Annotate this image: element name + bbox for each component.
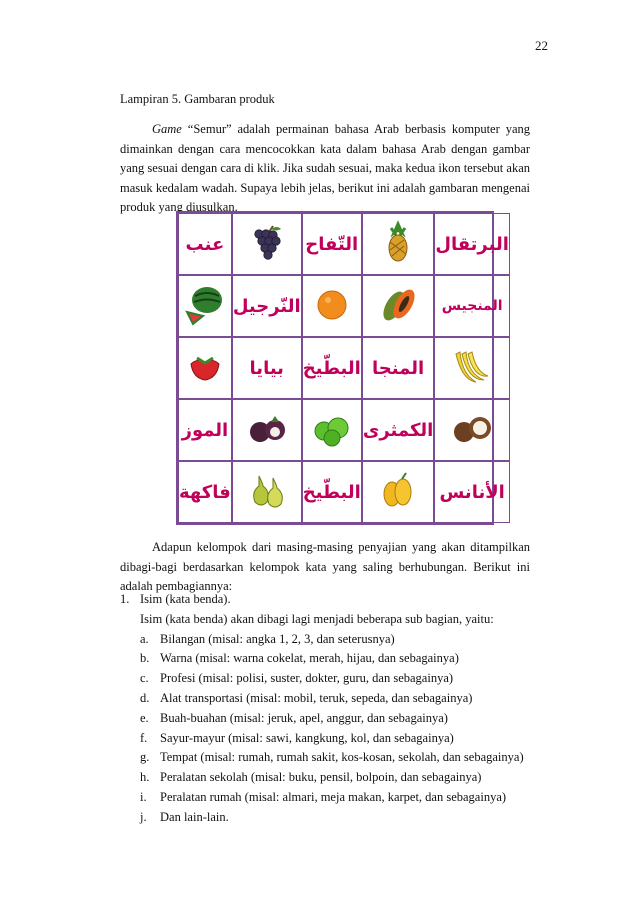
arabic-word: التّفاح — [305, 233, 359, 255]
banana-icon — [450, 344, 494, 393]
subitem-letter: c. — [140, 671, 149, 686]
list-subitem — [120, 788, 550, 808]
grid-cell-word[interactable] — [302, 213, 362, 275]
grid-cell-fruit[interactable] — [232, 461, 302, 523]
list-title: Isim (kata benda). — [140, 592, 231, 606]
subitem-text: Warna (misal: warna cokelat, merah, hijau, dan sebagainya) — [160, 651, 459, 666]
game-word: Game — [152, 122, 182, 136]
subitem-text: Buah-buahan (misal: jeruk, apel, anggur, dan sebagainya) — [160, 710, 448, 725]
grid-cell-fruit[interactable] — [302, 275, 362, 337]
section-heading: Lampiran 5. Gambaran produk — [120, 92, 275, 106]
mango-icon — [376, 468, 420, 517]
grid-cell-word[interactable] — [434, 275, 510, 337]
subitem-text: Bilangan (misal: angka 1, 2, 3, dan seterusnya) — [160, 631, 395, 646]
grid-cell-word[interactable] — [362, 399, 435, 461]
grapes-icon — [245, 220, 289, 269]
subitem-letter: f. — [140, 730, 148, 745]
grid-cell-word[interactable] — [232, 275, 302, 337]
arabic-word: البطّيخ — [302, 481, 361, 503]
list-number: 1. — [120, 592, 130, 606]
grouping-paragraph: Adapun kelompok dari masing-masing penyajian yang akan ditampilkan dibagi-bagi berdasarkan kelompok kata yang saling berhubungan. Berikut ini adalah pembagiannya: — [120, 540, 530, 593]
strawberry-icon — [183, 344, 227, 393]
subitem-text: Alat transportasi (misal: mobil, teruk, sepeda, dan sebagainya) — [160, 690, 473, 705]
subitem-letter: e. — [140, 710, 149, 725]
grid-cell-fruit[interactable] — [232, 399, 302, 461]
subitem-text: Peralatan sekolah (misal: buku, pensil, bolpoin, dan sebagainya) — [160, 770, 482, 785]
list-subitem — [120, 748, 550, 768]
subitem-letter: d. — [140, 690, 150, 705]
arabic-word: الأنانس — [439, 481, 505, 503]
coconut-icon — [450, 406, 494, 455]
green-apple-icon — [310, 406, 354, 455]
subitem-letter: i. — [140, 789, 147, 804]
list-subitem — [120, 808, 550, 828]
arabic-word: النّرجيل — [232, 295, 301, 317]
list-subitem — [120, 768, 550, 788]
grid-cell-fruit[interactable] — [232, 213, 302, 275]
grid-cell-word[interactable] — [302, 337, 362, 399]
grid-cell-word[interactable] — [178, 461, 232, 523]
grid-cell-fruit[interactable] — [362, 275, 435, 337]
list-subitem — [120, 729, 550, 749]
grid-cell-word[interactable] — [434, 213, 510, 275]
list-description: Isim (kata benda) akan dibagi lagi menjadi beberapa sub bagian, yaitu: — [140, 611, 494, 626]
arabic-word: البرتقال — [435, 233, 509, 255]
arabic-word: المنجيس — [441, 298, 503, 314]
subitem-text: Dan lain-lain. — [160, 809, 229, 824]
watermelon-icon — [183, 282, 227, 331]
list-item-isim — [120, 590, 550, 610]
grid-cell-fruit[interactable] — [302, 399, 362, 461]
list-subitem — [120, 630, 550, 650]
grid-cell-fruit[interactable] — [362, 213, 435, 275]
arabic-word: الكمثرى — [362, 419, 434, 441]
pineapple-icon — [376, 220, 420, 269]
list-subitem — [120, 649, 550, 669]
subitem-letter: h. — [140, 770, 150, 785]
grid-cell-word[interactable] — [232, 337, 302, 399]
papaya-icon — [376, 282, 420, 331]
arabic-word: الموز — [181, 419, 229, 441]
intro-paragraph — [120, 120, 530, 218]
subitem-letter: a. — [140, 631, 149, 646]
orange-icon — [310, 282, 354, 331]
arabic-word: البطّيخ — [302, 357, 361, 379]
subitem-text: Profesi (misal: polisi, suster, dokter, guru, dan sebagainya) — [160, 671, 454, 686]
fruit-word-grid — [176, 211, 509, 525]
subitem-letter: b. — [140, 651, 150, 666]
list-subitem — [120, 709, 550, 729]
page-number: 22 — [535, 38, 548, 53]
arabic-word: فاكهة — [179, 481, 231, 503]
grid-cell-fruit[interactable] — [434, 337, 510, 399]
arabic-word: المنجا — [372, 357, 425, 379]
grid-cell-word[interactable] — [362, 337, 435, 399]
grid-cell-word[interactable] — [302, 461, 362, 523]
arabic-word: بيايا — [249, 357, 284, 379]
pear-icon — [245, 468, 289, 517]
grid-cell-fruit[interactable] — [178, 337, 232, 399]
subitem-text: Sayur-mayur (misal: sawi, kangkung, kol, dan sebagainya) — [160, 730, 454, 745]
grid-cell-word[interactable] — [178, 399, 232, 461]
intro-text: “Semur” adalah permainan bahasa Arab berbasis komputer yang dimainkan dengan cara mencocokkan kata dalam bahasa Arab dengan gambar yang sesuai dengan cara di klik. Jika sudah sesuai, maka kedua ikon tersebut akan masuk kedalam wadah. Supaya lebih jelas, berikut ini adalah gambaran mengenai produk yang diusulkan. — [120, 122, 530, 214]
grid-cell-word[interactable] — [434, 461, 510, 523]
category-list — [120, 590, 550, 828]
mangosteen-icon — [245, 406, 289, 455]
subitem-letter: j. — [140, 809, 147, 824]
grid-cell-fruit[interactable] — [178, 275, 232, 337]
list-subitem — [120, 689, 550, 709]
arabic-word: عنب — [185, 233, 225, 255]
grid-cell-fruit[interactable] — [362, 461, 435, 523]
subitem-text: Tempat (misal: rumah, rumah sakit, kos-kosan, sekolah, dan sebagainya) — [160, 750, 524, 765]
grid-cell-fruit[interactable] — [434, 399, 510, 461]
list-subitem — [120, 669, 550, 689]
grid-cell-word[interactable] — [178, 213, 232, 275]
subitem-letter: g. — [140, 750, 150, 765]
subitem-text: Peralatan rumah (misal: almari, meja makan, karpet, dan sebagainya) — [160, 789, 507, 804]
